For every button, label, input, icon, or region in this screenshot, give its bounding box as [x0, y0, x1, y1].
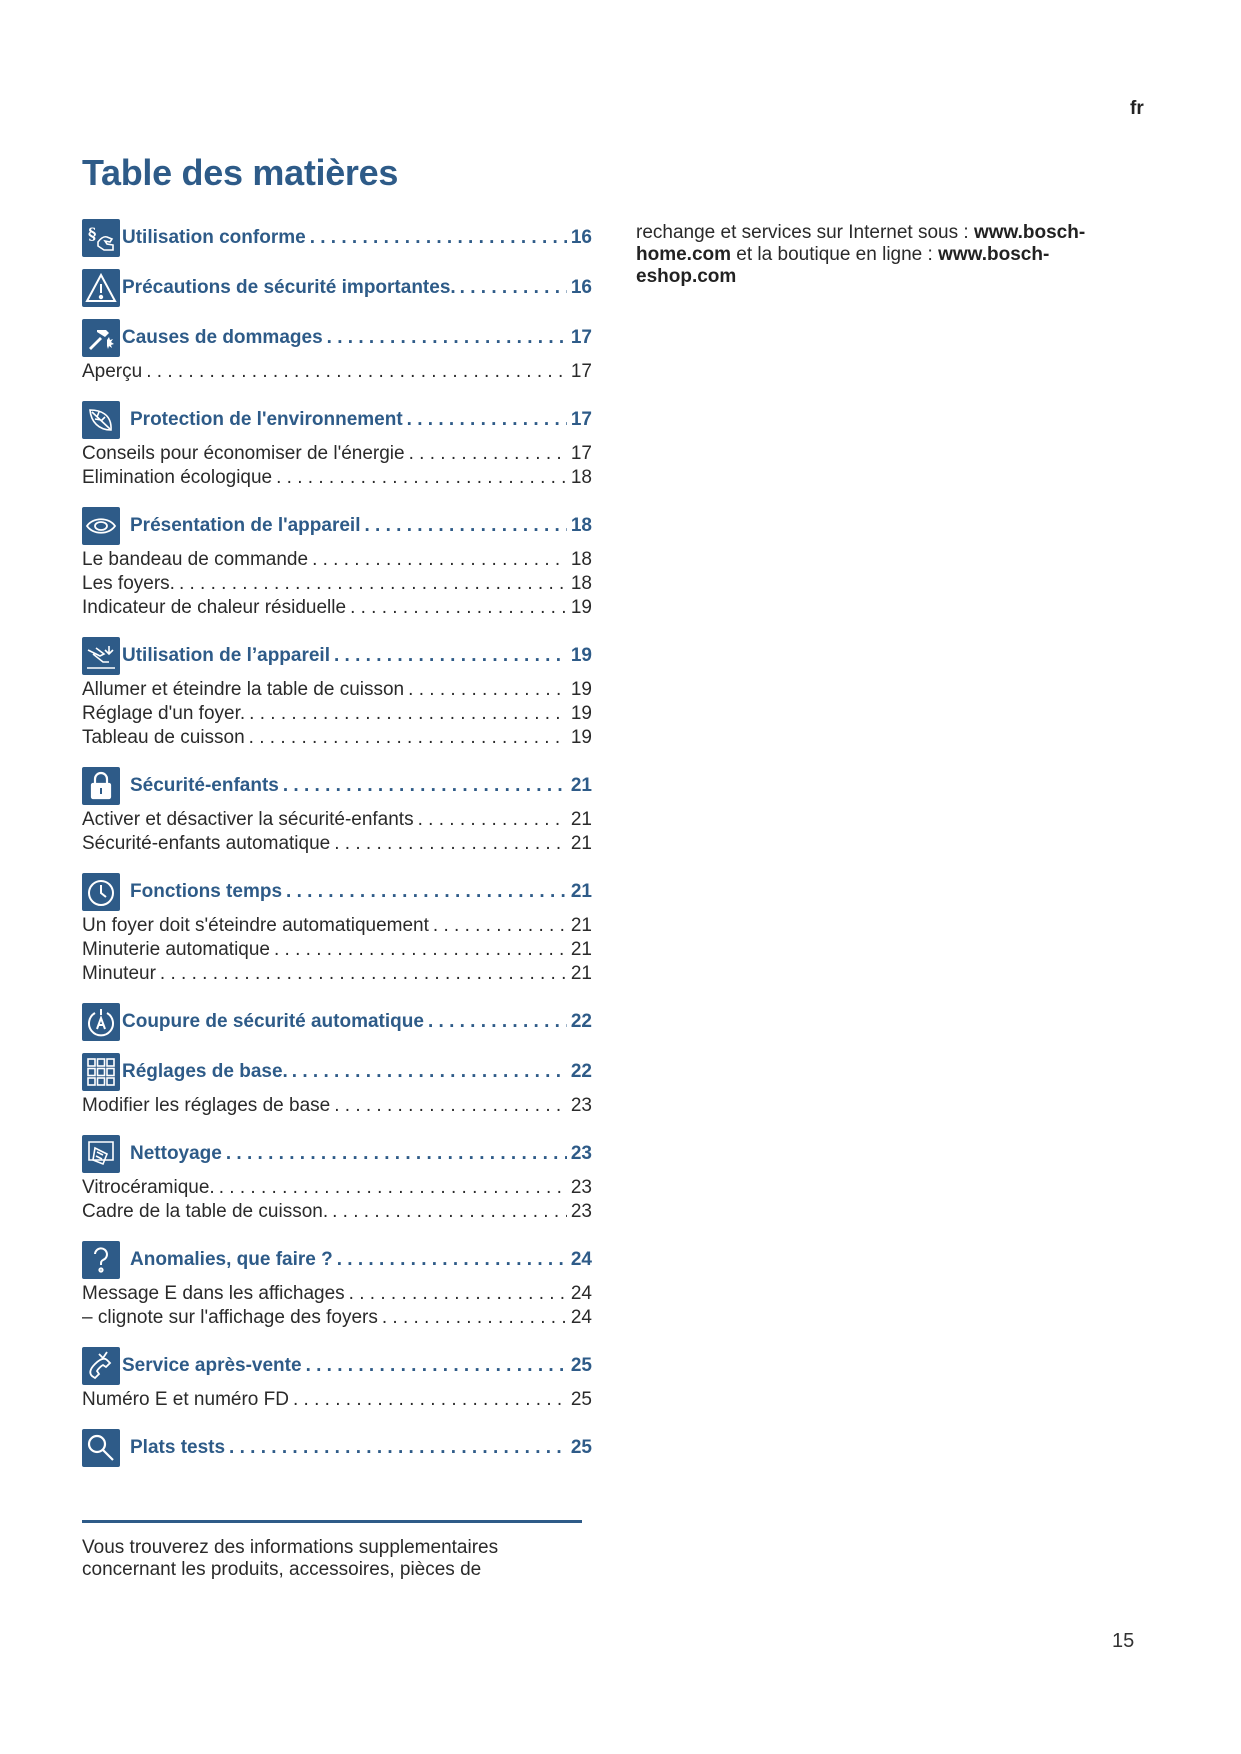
magnifier-icon [82, 1429, 120, 1467]
toc-entry[interactable]: Tableau de cuisson . . . 19 [82, 726, 592, 750]
toc-section [82, 398, 592, 490]
footer-note: Vous trouverez des informations supplementaires concernant les produits, accessoires, pièces de [82, 1537, 499, 1580]
table-of-contents [82, 216, 592, 1484]
toc-heading[interactable]: Causes de dommages . . . 17 [82, 316, 592, 360]
toc-section [82, 1132, 592, 1224]
cleaning-cloth-icon [82, 1135, 120, 1173]
toc-entry[interactable]: Elimination écologique . . . 18 [82, 466, 592, 490]
toc-heading[interactable]: Présentation de l'appareil . . . 18 [82, 504, 592, 548]
toc-entry[interactable]: – clignote sur l'affichage des foyers . . . 24 [82, 1306, 592, 1330]
toc-entry[interactable]: Allumer et éteindre la table de cuisson . . . 19 [82, 678, 592, 702]
toc-heading[interactable]: Service après-vente . . . 25 [82, 1344, 592, 1388]
question-icon [82, 1241, 120, 1279]
toc-heading[interactable]: Anomalies, que faire ? . . . 24 [82, 1238, 592, 1282]
toc-entry[interactable]: Modifier les réglages de base . . . 23 [82, 1094, 592, 1118]
toc-section [82, 266, 592, 310]
hammer-damage-icon [82, 319, 120, 357]
toc-entry[interactable]: Activer et désactiver la sécurité-enfants . . . 21 [82, 808, 592, 832]
section-hand-icon [82, 219, 120, 257]
toc-entry[interactable]: Cadre de la table de cuisson. . . . 23 [82, 1200, 592, 1224]
toc-entry[interactable]: Conseils pour économiser de l'énergie . . . 17 [82, 442, 592, 466]
grid-settings-icon [82, 1053, 120, 1091]
clock-icon [82, 873, 120, 911]
divider [82, 1520, 582, 1523]
toc-section [82, 764, 592, 856]
toc-entry[interactable]: Minuteur . . . 21 [82, 962, 592, 986]
toc-heading[interactable]: Plats tests . . . 25 [82, 1426, 592, 1470]
toc-entry[interactable]: Indicateur de chaleur résiduelle . . . 19 [82, 596, 592, 620]
toc-section [82, 1344, 592, 1412]
toc-section [82, 216, 592, 260]
toc-entry[interactable]: Aperçu . . . 17 [82, 360, 592, 384]
toc-heading[interactable]: Protection de l'environnement . . . 17 [82, 398, 592, 442]
toc-section [82, 504, 592, 620]
page-number: 15 [1112, 1630, 1135, 1652]
auto-shutoff-icon [82, 1003, 120, 1041]
toc-entry[interactable]: Vitrocéramique. . . . 23 [82, 1176, 592, 1200]
toc-section [82, 1426, 592, 1470]
toc-heading[interactable]: § Utilisation conforme . . . 16 [82, 216, 592, 260]
svg-text:§: § [88, 224, 97, 243]
toc-section [82, 634, 592, 750]
toc-heading[interactable]: Coupure de sécurité automatique . . . 22 [82, 1000, 592, 1044]
phone-service-icon [82, 1347, 120, 1385]
padlock-icon [82, 767, 120, 805]
toc-heading[interactable]: Précautions de sécurité importantes. . . . 16 [82, 266, 592, 310]
bosch-home-link[interactable]: www.bosch-home.com [636, 222, 1086, 265]
toc-section [82, 1000, 592, 1044]
hand-cooking-icon [82, 637, 120, 675]
toc-entry[interactable]: Les foyers. . . . 18 [82, 572, 592, 596]
toc-section [82, 870, 592, 986]
toc-entry[interactable]: Numéro E et numéro FD . . . 25 [82, 1388, 592, 1412]
toc-heading[interactable]: Sécurité-enfants . . . 21 [82, 764, 592, 808]
toc-heading[interactable]: Fonctions temps . . . 21 [82, 870, 592, 914]
toc-entry[interactable]: Réglage d'un foyer. . . . 19 [82, 702, 592, 726]
bosch-eshop-link[interactable]: www.bosch-eshop.com [636, 244, 1050, 287]
right-column-text: rechange et services sur Internet sous : www.bosch-home.com et la boutique en ligne : www.bosch-eshop.com [636, 222, 1086, 287]
language-code: fr [1130, 98, 1144, 119]
toc-entry[interactable]: Le bandeau de commande . . . 18 [82, 548, 592, 572]
toc-section [82, 316, 592, 384]
toc-entry[interactable]: Sécurité-enfants automatique . . . 21 [82, 832, 592, 856]
toc-heading[interactable]: Réglages de base. . . . 22 [82, 1050, 592, 1094]
toc-entry[interactable]: Un foyer doit s'éteindre automatiquement . . . 21 [82, 914, 592, 938]
eye-icon [82, 507, 120, 545]
toc-entry[interactable]: Message E dans les affichages . . . 24 [82, 1282, 592, 1306]
toc-heading[interactable]: Utilisation de l’appareil . . . 19 [82, 634, 592, 678]
toc-heading[interactable]: Nettoyage . . . 23 [82, 1132, 592, 1176]
toc-section [82, 1050, 592, 1118]
toc-entry[interactable]: Minuterie automatique . . . 21 [82, 938, 592, 962]
page-title: Table des matières [82, 152, 399, 193]
warning-triangle-icon [82, 269, 120, 307]
toc-section [82, 1238, 592, 1330]
leaf-icon [82, 401, 120, 439]
